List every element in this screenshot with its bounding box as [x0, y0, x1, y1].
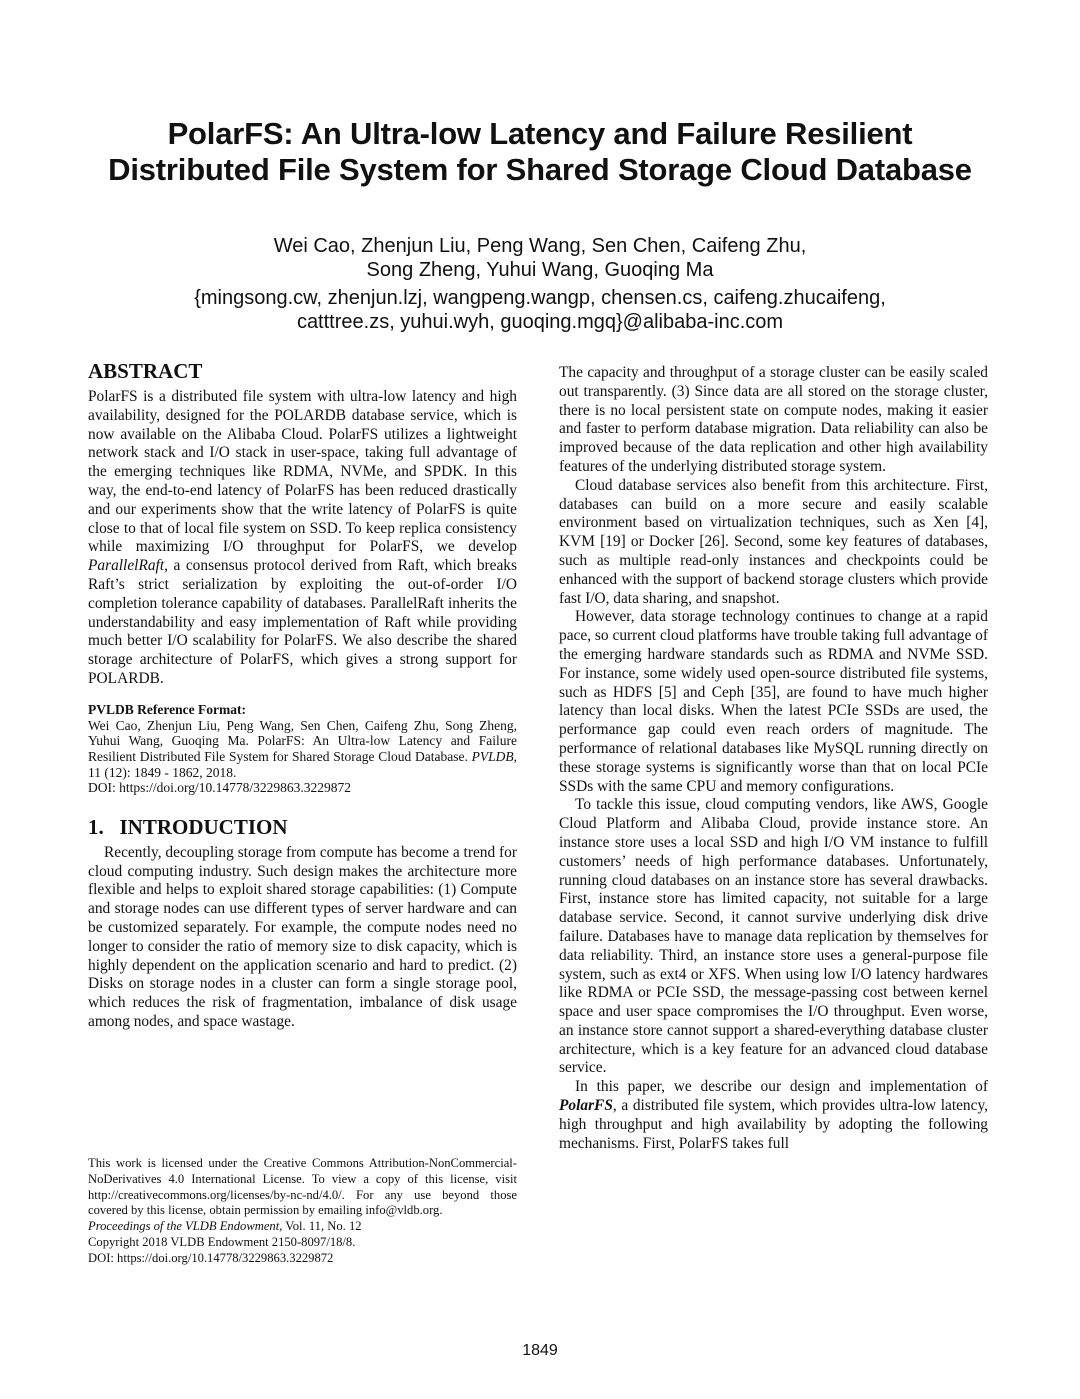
- license-footnote: [88, 1156, 517, 1267]
- page-number: 1849: [522, 1342, 558, 1359]
- right-column: [559, 364, 988, 1153]
- right-paragraph-1: The capacity and throughput of a storage cluster can be easily scaled out transparently. (3) Since data are all stored on the storage cluster, there is no local persistent state on compute nodes, making it easier and faster to perform database migration. Data reliability can also be improved because of the data replication and other high availability features of the underlying distributed storage system.: [559, 364, 988, 475]
- license-text: This work is licensed under the Creative Commons Attribution-NonCommercial-NoDerivatives 4.0 International License. To view a copy of this license, visit http://creativecommons.org/licenses/by-nc-nd/4.0/. For any use beyond those covered by this license, obtain permission by emailing info@vldb.org.: [88, 1156, 517, 1218]
- introduction-heading: 1. INTRODUCTION: [88, 814, 288, 839]
- reference-format-heading: PVLDB Reference Format:: [88, 701, 246, 717]
- reference-format-text: Wei Cao, Zhenjun Liu, Peng Wang, Sen Chen, Caifeng Zhu, Song Zheng, Yuhui Wang, Guoqing Ma. PolarFS: An Ultra-low Latency and Failure Resilient Distributed File System for Shared Storage Cloud Database. PVLDB, 11 (12): 1849 - 1862, 2018. DOI: https://doi.org/10.14778/3229863.3229872: [88, 717, 517, 796]
- paper-title: [0, 116, 1080, 188]
- right-paragraph-4: To tackle this issue, cloud computing vendors, like AWS, Google Cloud Platform and Alibaba Cloud, provide instance store. An instance store uses a local SSD and high I/O VM instance to fulfill customers’ needs of high performance databases. Unfortunately, running cloud databases on an instance store has several drawbacks. First, instance store has limited capacity, not suitable for a large database service. Second, it cannot survive underlying disk drive failure. Databases have to manage data replication by themselves for data reliability. Third, an instance store uses a general-purpose file system, such as ext4 or XFS. When using low I/O latency hardwares like RDMA or PCIe SSD, the message-passing cost between kernel space and user space compromises the I/O throughput. Even worse, an instance store cannot support a shared-everything database cluster architecture, which is a key feature for an advanced cloud database service.: [559, 796, 988, 1077]
- proceedings-line: Proceedings of the VLDB Endowment, Vol. 11, No. 12: [88, 1219, 362, 1234]
- license-doi: DOI: https://doi.org/10.14778/3229863.3229872: [88, 1250, 334, 1265]
- right-paragraph-3: However, data storage technology continues to change at a rapid pace, so current cloud platforms have trouble taking full advantage of the emerging hardware standards such as RDMA and NVMe SSD. For instance, some widely used open-source distributed file systems, such as HDFS [5] and Ceph [35], are found to have much higher latency than local disks. When the latest PCIe SSDs are used, the performance gap could even reach orders of magnitude. The performance of relational databases like MySQL running directly on these storage systems is significantly worse than that on local PCIe SSDs with the same CPU and memory configurations.: [559, 608, 988, 795]
- authors-line-2: Song Zheng, Yuhui Wang, Guoqing Ma: [366, 259, 714, 281]
- author-emails: [0, 286, 1080, 334]
- right-paragraph-2: Cloud database services also benefit from this architecture. First, databases can build on a more secure and easily scalable environment based on virtualization techniques, such as Xen [4], KVM [19] or Docker [26]. Second, some key features of databases, such as multiple read-only instances and checkpoints could be enhanced with the support of backend storage clusters which provide fast I/O, data sharing, and snapshot.: [559, 476, 988, 607]
- left-column: [88, 358, 517, 1032]
- abstract-heading: ABSTRACT: [88, 359, 203, 383]
- title-line-2: Distributed File System for Shared Storage Cloud Database: [108, 152, 972, 187]
- introduction-paragraph-1: Recently, decoupling storage from compute has become a trend for cloud computing industry. Such design makes the architecture more flexible and helps to exploit shared storage capabilities: (1) Compute and storage nodes can use different types of server hardware and can be customized separately. For example, the compute nodes need no longer to consider the ratio of memory size to disk capacity, which is highly dependent on the application scenario and hard to predict. (2) Disks on storage nodes in a cluster can form a single storage pool, which reduces the risk of fragmentation, imbalance of disk usage among nodes, and space wastage.: [88, 843, 517, 1030]
- copyright-line: Copyright 2018 VLDB Endowment 2150-8097/18/8.: [88, 1234, 356, 1249]
- author-list: [0, 234, 1080, 282]
- title-line-1: PolarFS: An Ultra-low Latency and Failure Resilient: [167, 116, 913, 151]
- emails-line-2: catttree.zs, yuhui.wyh, guoqing.mgq}@alibaba-inc.com: [296, 311, 784, 333]
- right-paragraph-5: In this paper, we describe our design and implementation of PolarFS, a distributed file system, which provides ultra-low latency, high throughput and high availability by adopting the following mechanisms. First, PolarFS takes full: [559, 1078, 988, 1152]
- emails-line-1: {mingsong.cw, zhenjun.lzj, wangpeng.wangp, chensen.cs, caifeng.zhucaifeng,: [194, 287, 886, 309]
- reference-doi: DOI: https://doi.org/10.14778/3229863.3229872: [88, 780, 352, 796]
- abstract-text: PolarFS is a distributed file system with ultra-low latency and high availability, designed for the POLARDB database service, which is now available on the Alibaba Cloud. PolarFS utilizes a lightweight network stack and I/O stack in user-space, taking full advantage of the emerging techniques like RDMA, NVMe, and SPDK. In this way, the end-to-end latency of PolarFS has been reduced drastically and our experiments show that the write latency of PolarFS is quite close to that of local file system on SSD. To keep replica consistency while maximizing I/O throughput for PolarFS, we develop ParallelRaft, a consensus protocol derived from Raft, which breaks Raft’s strict serialization by exploiting the out-of-order I/O completion tolerance capability of databases. ParallelRaft inherits the understandability and easy implementation of Raft while providing much better I/O scalability for PolarFS. We also describe the shared storage architecture of PolarFS, which gives a strong support for POLARDB.: [88, 388, 517, 687]
- authors-line-1: Wei Cao, Zhenjun Liu, Peng Wang, Sen Chen, Caifeng Zhu,: [273, 235, 807, 257]
